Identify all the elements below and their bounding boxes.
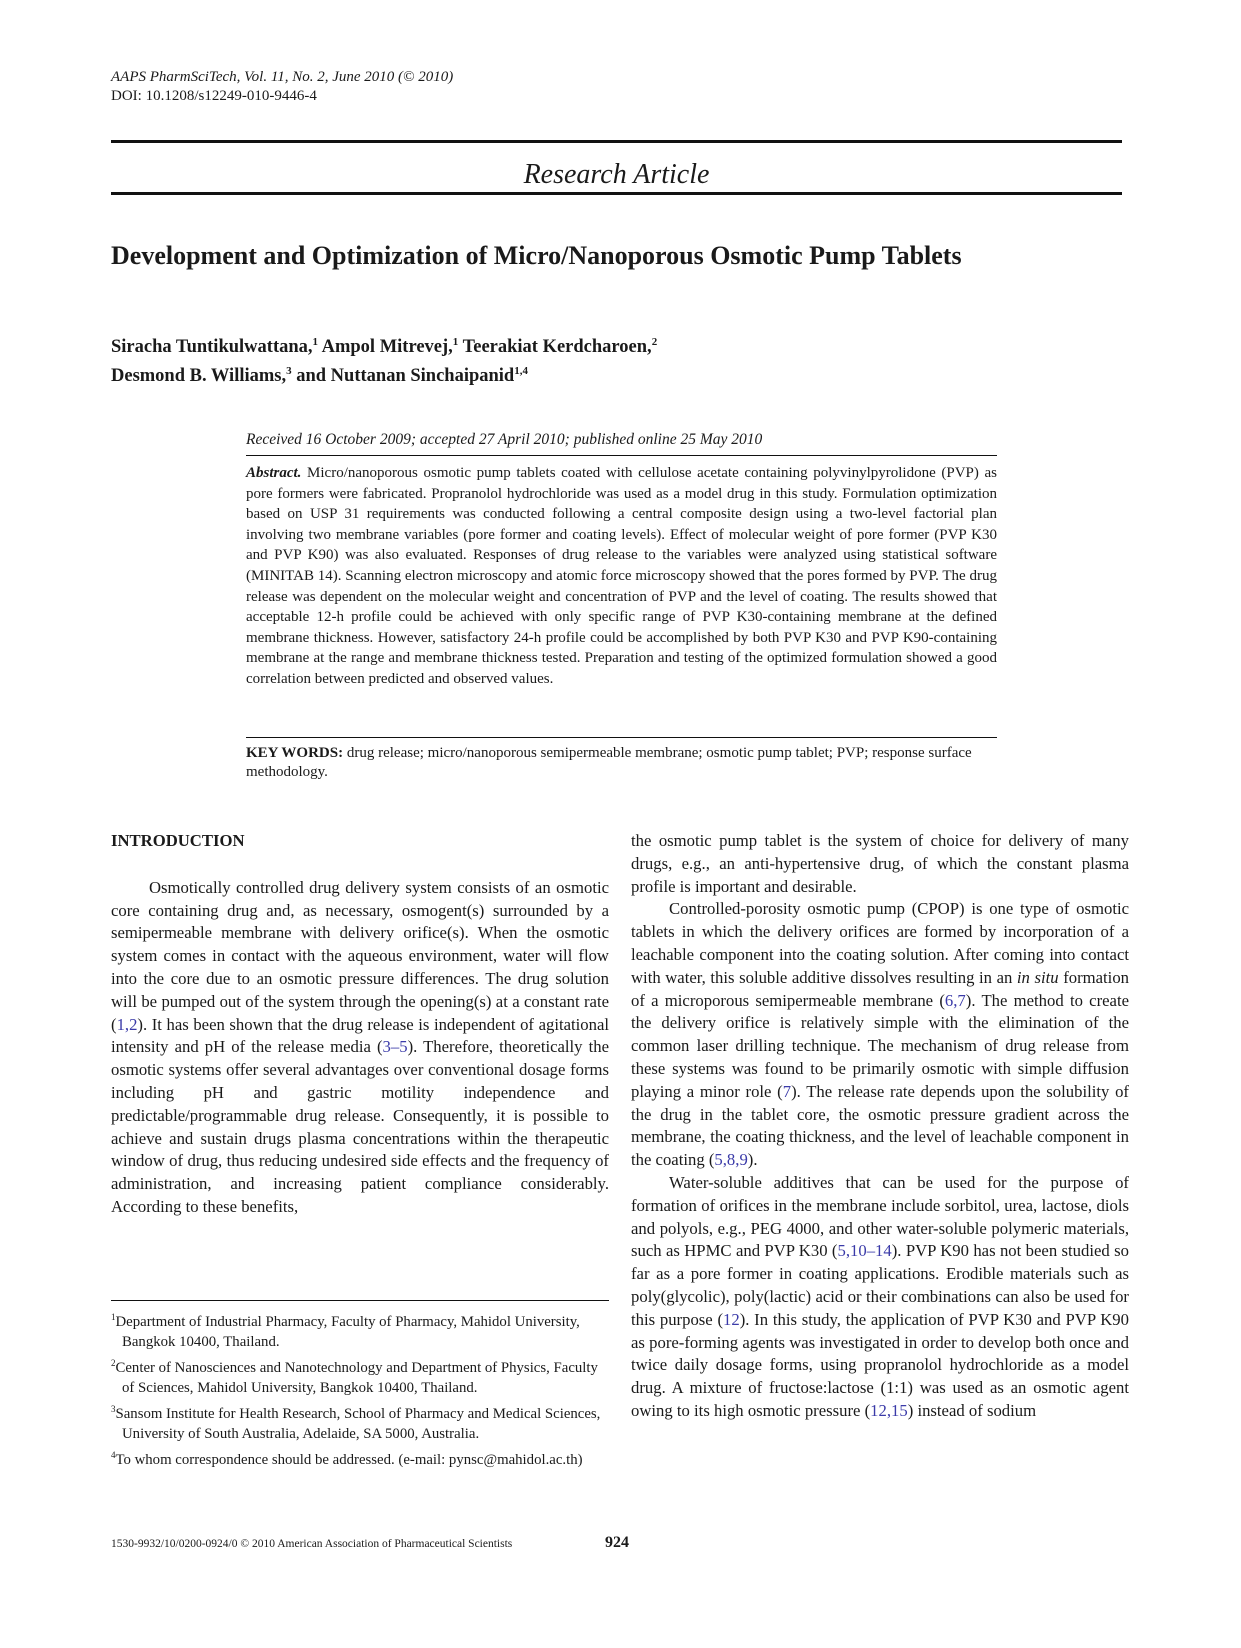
text: ). It has been shown that the drug release is independent of agitational intensity and pH of the release media ( — [111, 1014, 609, 1057]
footnotes — [111, 1307, 609, 1470]
citation-link[interactable]: 5,8,9 — [714, 1150, 748, 1170]
text: formation of a microporous semipermeable membrane ( — [631, 967, 1130, 1010]
header-bottom-rule — [111, 192, 1122, 195]
footnote-rule — [111, 1300, 609, 1301]
abstract-top-rule — [246, 455, 997, 456]
intro-paragraph-1-continued: the osmotic pump tablet is the system of choice for delivery of many drugs, e.g., an anti-hypertensive drug, of which the constant plasma profile is important and desirable. — [631, 831, 1129, 896]
keywords-text: drug release; micro/nanoporous semipermeable membrane; osmotic pump tablet; PVP; response surface methodology. — [246, 745, 972, 780]
text: ). The method to create the delivery orifice is relatively simple with the elimination of the common laser drilling technique. The mechanism of drug release from these systems was found to be primarily osmotic with simple diffusion playing a minor role ( — [631, 990, 1129, 1101]
abstract-label: Abstract. — [246, 465, 302, 481]
affil-mark: 3 — [286, 365, 292, 378]
section-heading-introduction: INTRODUCTION — [111, 831, 245, 850]
footnote-text: Sansom Institute for Health Research, School of Pharmacy and Medical Sciences, University of South Australia, Adelaide, SA 5000, Australia. — [115, 1405, 601, 1443]
intro-paragraph-1 — [111, 877, 609, 1219]
text: Water-soluble additives that can be used for the purpose of formation of orifices in the membrane include sorbitol, urea, lactose, diols and polyols, e.g., PEG 4000, and other water-soluble polymeric materials, such as HPMC and PVP K30 ( — [631, 1172, 1129, 1261]
citation-link[interactable]: 3–5 — [382, 1037, 408, 1057]
journal-citation: AAPS PharmSciTech, Vol. 11, No. 2, June 2010 (© 2010) — [111, 69, 454, 85]
footnote-2 — [111, 1353, 609, 1399]
text: Controlled-porosity osmotic pump (CPOP) is one type of osmotic tablets in which the delivery orifices are formed by incorporation of a leachable component into the coating solution. After coming into contact with water, this soluble additive dissolves resulting in an — [631, 899, 1129, 987]
citation-link[interactable]: 12 — [723, 1309, 740, 1329]
footnote-4 — [111, 1445, 609, 1470]
footnote-number: 3 — [111, 1403, 116, 1414]
copyright-line: 1530-9932/10/0200-0924/0 © 2010 American Association of Pharmaceutical Scientists — [111, 1538, 513, 1550]
page-number: 924 — [605, 1534, 629, 1551]
right-column — [631, 830, 1129, 1423]
author-3: Teerakiat Kerdcharoen, — [458, 337, 652, 358]
affil-mark: 1 — [452, 336, 459, 348]
footnote-number: 4 — [111, 1449, 116, 1460]
abstract-bottom-rule — [246, 737, 997, 738]
abstract-text: Micro/nanoporous osmotic pump tablets coated with cellulose acetate containing polyvinylpyrolidone (PVP) as pore formers were fabricated. Propranolol hydrochloride was used as a model drug in this study. Formulation optimization based on USP 31 requirements was conducted following a central composite design using a two-level factorial plan involving two membrane variables (pore former and coating levels). Effect of molecular weight of pore former (PVP K30 and PVP K90) was also evaluated. Responses of drug release to the variables were analyzed using statistical software (MINITAB 14). Scanning electron microscopy and atomic force microscopy showed that the pores formed by PVP. The drug release was dependent on the molecular weight and concentration of PVP and the level of coating. The results showed that acceptable 12-h profile could be achieved with only specific range of PVP K30-containing membrane at the defined membrane thickness. However, satisfactory 24-h profile could be accomplished by both PVP K30 and PVP K90-containing membrane at the range and membrane thickness tested. Preparation and testing of the optimized formulation showed a good correlation between predicted and observed values. — [246, 465, 997, 687]
citation-link[interactable]: 7 — [782, 1081, 792, 1101]
left-column — [111, 830, 609, 1219]
italic-text: in situ — [1016, 967, 1059, 987]
footnote-1 — [111, 1307, 609, 1353]
text: ). — [747, 1150, 758, 1170]
affil-mark: 1 — [312, 336, 319, 348]
keywords-label: KEY WORDS: — [246, 745, 344, 761]
footnote-number: 1 — [111, 1312, 116, 1322]
text: ) instead of sodium — [907, 1400, 1037, 1420]
abstract — [246, 463, 997, 690]
footnote-text: Department of Industrial Pharmacy, Faculty of Pharmacy, Mahidol University, Bangkok 10400, Thailand. — [115, 1313, 580, 1351]
author-5: and Nuttanan Sinchaipanid — [291, 366, 515, 387]
text: ). In this study, the application of PVP K30 and PVP K90 as pore-forming agents was investigated in order to develop both once and twice daily dosage forms, using propranolol hydrochloride as a model drug. A mixture of fructose:lactose (1:1) was used as an osmotic agent owing to its high osmotic pressure ( — [631, 1309, 1129, 1420]
affil-mark: 2 — [651, 336, 658, 348]
author-2: Ampol Mitrevej, — [318, 337, 453, 358]
footnote-number: 2 — [111, 1357, 116, 1368]
text: ). Therefore, theoretically the osmotic systems offer several advantages over conventional dosage forms including pH and gastric motility independence and predictable/programmable drug release. Consequently, it is possible to achieve and sustain drugs plasma concentrations within the therapeutic window of drug, thus reducing undesired side effects and the frequency of administration, and increasing patient compliance considerably. According to these benefits, — [111, 1037, 610, 1216]
citation-link[interactable]: 6,7 — [944, 990, 966, 1010]
footnote-3 — [111, 1399, 609, 1445]
citation-link[interactable]: 1,2 — [116, 1014, 138, 1034]
article-type: Research Article — [523, 159, 710, 190]
author-list — [111, 330, 657, 388]
author-1: Siracha Tuntikulwattana, — [111, 337, 313, 358]
paper-title: Development and Optimization of Micro/Nanoporous Osmotic Pump Tablets — [111, 241, 962, 270]
keywords — [246, 744, 997, 782]
text: ). The release rate depends upon the solubility of the drug in the tablet core, the osmotic pressure gradient across the membrane, the coating thickness, and the level of leachable component in the coating ( — [631, 1081, 1129, 1170]
journal-header — [111, 68, 453, 106]
author-4: Desmond B. Williams, — [111, 366, 287, 387]
intro-paragraph-3 — [631, 1172, 1129, 1423]
top-rule — [111, 140, 1122, 143]
affil-mark: 1,4 — [514, 365, 528, 378]
footnote-text: To whom correspondence should be addressed. (e-mail: pynsc@mahidol.ac.th) — [115, 1451, 583, 1468]
text: Osmotically controlled drug delivery system consists of an osmotic core containing drug and, as necessary, osmogent(s) surrounded by a semipermeable membrane with delivery orifice(s). When the osmotic system comes in contact with the aqueous environment, water will flow into the core due to an osmotic pressure differences. The drug solution will be pumped out of the system through the opening(s) at a constant rate ( — [111, 877, 609, 1034]
text: ). PVP K90 has not been studied so far as a pore former in coating applications. Erodible materials such as poly(glycolic), poly(lactic) acid or their combinations can also be used for this purpose ( — [631, 1241, 1129, 1329]
citation-link[interactable]: 5,10–14 — [837, 1241, 892, 1261]
citation-link[interactable]: 12,15 — [870, 1400, 908, 1420]
doi: DOI: 10.1208/s12249-010-9446-4 — [111, 88, 317, 104]
footnote-text: Center of Nanosciences and Nanotechnology and Department of Physics, Faculty of Sciences, Mahidol University, Bangkok 10400, Thailand. — [115, 1359, 598, 1397]
received-dates: Received 16 October 2009; accepted 27 April 2010; published online 25 May 2010 — [246, 431, 763, 448]
intro-paragraph-2 — [631, 898, 1129, 1172]
